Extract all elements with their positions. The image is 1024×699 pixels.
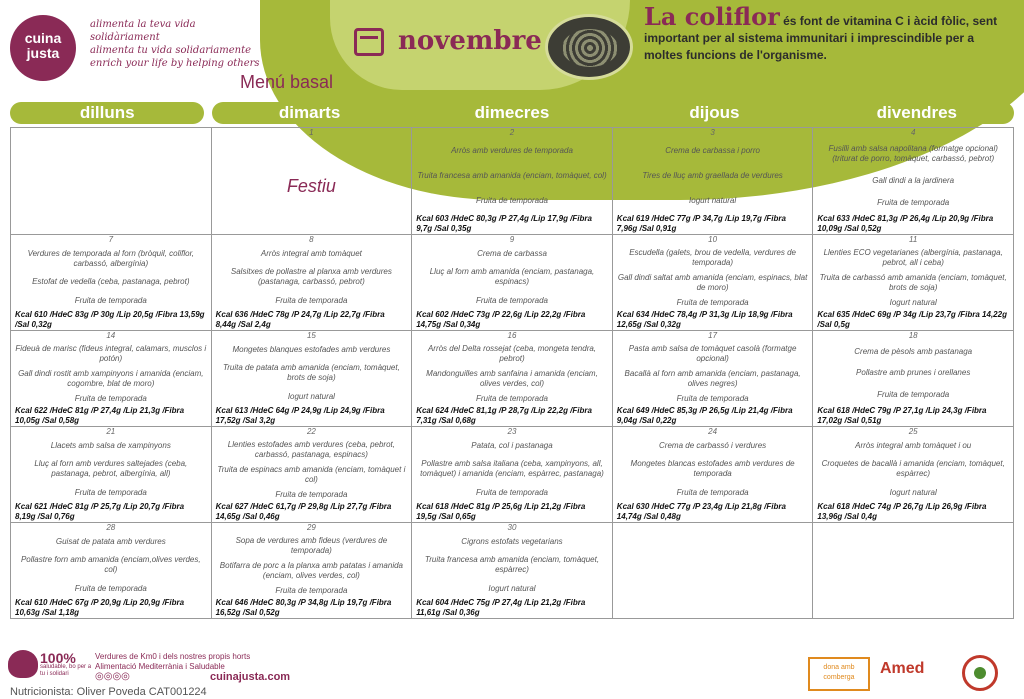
day-number: 16 xyxy=(507,331,517,340)
day-cell xyxy=(412,235,613,331)
nutrition-info: Kcal 630 /HdeC 77g /P 23,4g /Lip 21,8g /Fibra 14,74g /Sal 0,48g xyxy=(616,502,786,521)
dish-item: Mongetes blancas estofades amb verdures de temporada xyxy=(630,459,795,479)
dish-item: Mongetes blanques estofades amb verdures xyxy=(232,345,391,355)
dish-item: Truita de espinacs amb amanida (enciam, tomàquet i col) xyxy=(217,464,406,484)
dish-item: Fruita de temporada xyxy=(877,390,950,400)
day-number xyxy=(813,523,1013,533)
day-header: divendres xyxy=(820,102,1014,124)
dish-item: Arròs integral amb tomàquet i ou xyxy=(855,441,972,451)
day-number: 11 xyxy=(909,235,918,244)
day-dishes xyxy=(412,437,612,502)
day-number: 8 xyxy=(309,235,314,244)
dish-item: Botifarra de porc a la planxa amb patatas i amanida (enciam, olives verdes, col) xyxy=(219,560,403,580)
dish-item: Tires de lluç amb graellada de verdures xyxy=(642,170,783,180)
dish-item: Fruita de temporada xyxy=(74,295,147,305)
dish-item: Guisat de patata amb verdures xyxy=(55,537,166,547)
day-number: 2 xyxy=(509,128,515,137)
footer-line: Alimentació Mediterrània i Saludable xyxy=(95,662,225,671)
amed-logo: Amed xyxy=(880,660,925,677)
dish-item: Fruita de temporada xyxy=(676,297,749,307)
dish-item: Lluç al forn amb amanida (enciam, pastanaga, espinacs) xyxy=(429,267,595,287)
dish-item: Fruita de temporada xyxy=(74,393,147,403)
dish-item: Pollastre forn amb amanida (enciam,olives verdes, col) xyxy=(20,555,201,575)
dish-item: Fusilli amb salsa napolitana (formatge opcional) (triturat de porro, tomàquet, carbassó, pebrot) xyxy=(828,144,998,163)
dish-item: Fruita de temporada xyxy=(74,583,147,593)
day-cell xyxy=(11,427,212,523)
nutrition-info: Kcal 619 /HdeC 77g /P 34,7g /Lip 19,7g /Fibra 7,96g /Sal 0,91g xyxy=(616,214,786,233)
day-dishes xyxy=(11,341,211,406)
day-number: 4 xyxy=(910,128,916,137)
dish-item: Arròs amb verdures de temporada xyxy=(451,145,573,155)
nutrition-info: Kcal 618 /HdeC 74g /P 26,7g /Lip 26,9g /Fibra 13,96g /Sal 0,4g xyxy=(817,502,987,521)
day-dishes xyxy=(412,245,612,310)
day-header: dimecres xyxy=(415,102,609,124)
day-number: 1 xyxy=(309,128,314,137)
menu-grid xyxy=(10,127,1014,619)
day-dishes xyxy=(613,437,813,502)
day-number xyxy=(613,523,813,533)
day-dishes xyxy=(813,245,1013,310)
tagline-line: alimenta tu vida solidariamente xyxy=(90,45,252,56)
menu-title: Menú basal xyxy=(240,72,334,92)
nutrition-info: Kcal 618 /HdeC 81g /P 25,6g /Lip 21,2g /Fibra 19,5g /Sal 0,65g xyxy=(416,502,586,521)
dish-item: Fruita de temporada xyxy=(475,487,549,497)
day-dishes xyxy=(212,138,412,234)
dish-item: Lluç al forn amb verdures saltejades (ceba, pastanaga, pebrot, albergínia, all) xyxy=(34,459,188,479)
day-cell xyxy=(11,235,212,331)
dish-item: Gall dindi a la jardinera xyxy=(872,176,955,185)
dish-item: Iogurt natural xyxy=(488,583,536,593)
dish-item: Fruita de temporada xyxy=(676,487,749,497)
day-number: 18 xyxy=(908,331,918,340)
dish-item: Fruita de temporada xyxy=(877,198,950,207)
dish-item: Bacallà al forn amb amanida (enciam, pastanaga, olives negres) xyxy=(624,368,801,388)
dish-item: Pollastre amb salsa italiana (ceba, xampinyons, all, tomàquet) i amanida (enciam, espàrrec, pastanaga) xyxy=(420,459,604,479)
day-dishes xyxy=(613,533,813,618)
dish-item: Croquetes de bacallà i amanida (enciam, tomàquet, espàrrec) xyxy=(821,459,1005,479)
day-cell xyxy=(412,523,613,619)
day-header: dijous xyxy=(617,102,811,124)
dish-item: Crema de carbassa xyxy=(477,249,547,259)
day-cell xyxy=(813,523,1014,619)
nutrition-info: Kcal 627 /HdeC 61,7g /P 29,8g /Lip 27,7g /Fibra 14,65g /Sal 0,46g xyxy=(215,502,392,521)
nutrition-info: Kcal 621 /HdeC 81g /P 25,7g /Lip 20,7g /Fibra 8,19g /Sal 0,76g xyxy=(15,502,185,521)
dish-item: Gall dindi rostit amb xampinyons i amanida (enciam, cogombre, blat de moro) xyxy=(18,368,204,388)
day-dishes xyxy=(212,437,412,502)
day-number: 9 xyxy=(509,235,515,244)
dish-item: Sopa de verdures amb fideus (verdures de temporada) xyxy=(235,535,388,555)
badge-100: 100% xyxy=(40,650,76,666)
dish-item: Truita francesa amb amanida (enciam, tomàquet, col) xyxy=(417,170,607,180)
day-cell xyxy=(212,523,413,619)
day-number: 15 xyxy=(306,331,316,340)
day-number: 10 xyxy=(708,235,718,244)
day-cell xyxy=(212,331,413,427)
dish-item: Truita francesa amb amanida (enciam, tomàquet, espàrrec) xyxy=(424,555,600,575)
nutrition-info: Kcal 622 /HdeC 81g /P 27,4g /Lip 21,3g /Fibra 10,05g /Sal 0,58g xyxy=(15,406,185,425)
day-dishes xyxy=(412,341,612,406)
dish-item: Llenties ECO vegetarianes (albergínia, pastanaga, pebrot, all i ceba) xyxy=(823,247,1003,267)
nutrition-info: Kcal 634 /HdeC 78,4g /P 31,3g /Lip 18,9g /Fibra 12,65g /Sal 0,32g xyxy=(616,310,793,329)
nutrition-info: Kcal 635 /HdeC 69g /P 34g /Lip 23,7g /Fibra 14,22g /Sal 0,5g xyxy=(817,310,1007,329)
day-number: 22 xyxy=(306,427,316,436)
dish-item: Fruita de temporada xyxy=(74,487,147,497)
day-cell xyxy=(613,427,814,523)
footer-text xyxy=(95,652,250,672)
footer-line: Verdures de Km0 i dels nostres propis horts xyxy=(95,652,251,661)
dish-item: Gall dindi saltat amb amanida (enciam, espinacs, blat de moro) xyxy=(617,272,808,292)
dish-item: Cigrons estofats vegetarians xyxy=(461,537,563,547)
day-dishes xyxy=(412,138,612,214)
dish-item: Verdures de temporada al forn (bròquil, coliflor, carbassó, albergínia) xyxy=(27,249,195,269)
nutritionist-credit: Nutricionista: Oliver Poveda CAT001224 xyxy=(10,686,207,698)
dish-item: Patata, col i pastanaga xyxy=(471,441,553,451)
social-icons: ◎◎◎◎ xyxy=(95,671,130,682)
dish-item: Arròs integral amb tomàquet xyxy=(260,249,362,259)
day-number: 28 xyxy=(106,523,116,532)
nutrition-info: Kcal 613 /HdeC 64g /P 24,9g /Lip 24,9g /Fibra 17,52g /Sal 3,2g xyxy=(215,406,385,425)
dish-item: Crema de pèsols amb pastanaga xyxy=(854,346,973,356)
dish-item: Pasta amb salsa de tomàquet casolà (formatge opcional) xyxy=(628,343,797,363)
day-dishes xyxy=(212,341,412,406)
day-cell xyxy=(813,331,1014,427)
dish-item: Fruita de temporada xyxy=(275,489,348,499)
day-number: 25 xyxy=(908,427,918,436)
day-cell xyxy=(813,427,1014,523)
dish-item: Llenties estofades amb verdures (ceba, pebrot, carbassó, pastanaga, espinacs) xyxy=(227,439,395,459)
heart-icon xyxy=(8,650,38,678)
day-dishes xyxy=(11,533,211,598)
day-cell xyxy=(613,128,814,235)
day-header: dilluns xyxy=(10,102,204,124)
day-cell xyxy=(412,427,613,523)
cauliflower-icon xyxy=(545,14,633,80)
nutrition-info: Kcal 602 /HdeC 73g /P 22,6g /Lip 22,2g /Fibra 14,75g /Sal 0,34g xyxy=(416,310,586,329)
dish-item: Truita de carbassó amb amanida (enciam, tomàquet, brots de soja) xyxy=(819,272,1007,292)
dish-item: Iogurt natural xyxy=(889,487,937,497)
dish-item: Llacets amb salsa de xampinyons xyxy=(50,441,171,451)
day-number: 17 xyxy=(708,331,718,340)
badge-100-text: saludable, bo per a tu i solidari xyxy=(40,664,92,677)
day-cell xyxy=(412,331,613,427)
fact-box xyxy=(644,2,1014,64)
day-cell xyxy=(11,128,212,235)
tagline-line: alimenta la teva vida solidàriament xyxy=(90,19,196,43)
day-cell xyxy=(11,331,212,427)
month-title: novembre xyxy=(398,26,542,56)
day-number: 21 xyxy=(106,427,116,436)
day-dishes xyxy=(613,245,813,310)
day-header-row xyxy=(10,102,1014,124)
day-dishes xyxy=(813,533,1013,618)
day-number: 24 xyxy=(708,427,718,436)
nutrition-info: Kcal 610 /HdeC 83g /P 30g /Lip 20,5g /Fibra 13,59g /Sal 0,32g xyxy=(15,310,205,329)
tagline-line: enrich your life by helping others xyxy=(90,58,260,69)
dish-item: Iogurt natural xyxy=(889,297,937,307)
day-number: 30 xyxy=(507,523,517,532)
day-cell xyxy=(613,235,814,331)
day-cell xyxy=(613,523,814,619)
nutrition-info: Kcal 618 /HdeC 79g /P 27,1g /Lip 24,3g /Fibra 17,02g /Sal 0,51g xyxy=(817,406,987,425)
day-dishes xyxy=(212,533,412,598)
dish-item: Fruita de temporada xyxy=(475,295,549,305)
nutrition-info: Kcal 649 /HdeC 85,3g /P 26,5g /Lip 21,4g /Fibra 9,04g /Sal 0,22g xyxy=(616,406,793,425)
day-dishes xyxy=(11,437,211,502)
dish-item: Fruita de temporada xyxy=(275,295,348,305)
dish-item: Fruita de temporada xyxy=(475,393,549,403)
dish-item: Estofat de vedella (ceba, pastanaga, pebrot) xyxy=(32,277,190,287)
nutrition-info: Kcal 624 /HdeC 81,1g /P 28,7g /Lip 22,2g /Fibra 7,31g /Sal 0,68g xyxy=(416,406,592,425)
day-cell xyxy=(212,128,413,235)
day-number: 14 xyxy=(106,331,116,340)
day-dishes xyxy=(813,138,1013,214)
day-number xyxy=(11,128,211,138)
dish-item: Salsitxes de pollastre al planxa amb verdures (pastanaga, carbassó, pebrot) xyxy=(230,267,392,287)
day-cell xyxy=(613,331,814,427)
dish-item: Truita de patata amb amanida (enciam, tomàquet, brots de soja) xyxy=(222,363,400,383)
dish-item: Mandonguilles amb sanfaina i amanida (enciam, olives verdes, col) xyxy=(426,368,598,388)
day-dishes xyxy=(212,245,412,310)
day-dishes xyxy=(813,341,1013,406)
dish-item: Fideuà de marisc (fideus integral, calamars, musclos i potón) xyxy=(15,343,207,363)
day-cell xyxy=(813,235,1014,331)
calendar-icon xyxy=(354,28,384,56)
dish-item: Arròs del Delta rossejat (ceba, mongeta tendra, pebrot) xyxy=(427,343,597,363)
dish-item: Pollastre amb prunes i orellanes xyxy=(856,368,971,378)
holiday-label: Festiu xyxy=(286,176,336,196)
fact-text: és font de vitamina C i àcid fòlic, sent important per al sistema immunitari i imprescindible per a moltes funcions de l'organisme. xyxy=(644,14,998,62)
nutrition-info: Kcal 633 /HdeC 81,3g /P 26,4g /Lip 20,9g /Fibra 10,09g /Sal 0,52g xyxy=(817,214,994,233)
day-dishes xyxy=(613,138,813,214)
fact-title: La coliflor xyxy=(644,2,780,31)
dish-item: Crema de carbassa i porro xyxy=(665,145,760,155)
nutrition-info: Kcal 604 /HdeC 75g /P 27,4g /Lip 21,2g /Fibra 11,61g /Sal 0,36g xyxy=(416,598,586,617)
nutrition-info: Kcal 636 /HdeC 78g /P 24,7g /Lip 22,7g /Fibra 8,44g /Sal 2,4g xyxy=(215,310,385,329)
certification-seal-icon xyxy=(962,655,998,691)
day-dishes xyxy=(813,437,1013,502)
day-dishes xyxy=(412,533,612,598)
day-number: 29 xyxy=(306,523,316,532)
day-dishes xyxy=(11,138,211,234)
day-number: 7 xyxy=(108,235,114,244)
dish-item: Crema de carbassó i verdures xyxy=(659,441,767,451)
day-cell xyxy=(11,523,212,619)
dish-item: Fruita de temporada xyxy=(475,196,549,206)
website-link[interactable]: cuinajusta.com xyxy=(210,671,291,683)
dish-item: Fruita de temporada xyxy=(676,393,749,403)
dish-item: Fruita de temporada xyxy=(275,585,348,595)
day-dishes xyxy=(11,245,211,310)
day-cell xyxy=(813,128,1014,235)
day-dishes xyxy=(613,341,813,406)
dish-item: Escudella (galets, brou de vedella, verdures de temporada) xyxy=(629,247,796,267)
day-cell xyxy=(212,427,413,523)
day-number: 23 xyxy=(507,427,517,436)
dish-item: Iogurt natural xyxy=(287,391,335,401)
day-number: 3 xyxy=(710,128,715,137)
cuina-justa-logo: cuina justa xyxy=(10,15,76,81)
day-cell xyxy=(212,235,413,331)
tagline xyxy=(90,18,260,70)
partner-logo: dona amb comberga xyxy=(808,657,870,691)
nutrition-info: Kcal 603 /HdeC 80,3g /P 27,4g /Lip 17,9g /Fibra 9,7g /Sal 0,35g xyxy=(416,214,592,233)
day-header: dimarts xyxy=(212,102,406,124)
day-cell xyxy=(412,128,613,235)
nutrition-info: Kcal 646 /HdeC 80,3g /P 34,8g /Lip 19,7g /Fibra 16,52g /Sal 0,52g xyxy=(215,598,392,617)
nutrition-info: Kcal 610 /HdeC 67g /P 20,9g /Lip 20,9g /Fibra 10,63g /Sal 1,18g xyxy=(15,598,185,617)
dish-item: Iogurt natural xyxy=(689,196,737,206)
